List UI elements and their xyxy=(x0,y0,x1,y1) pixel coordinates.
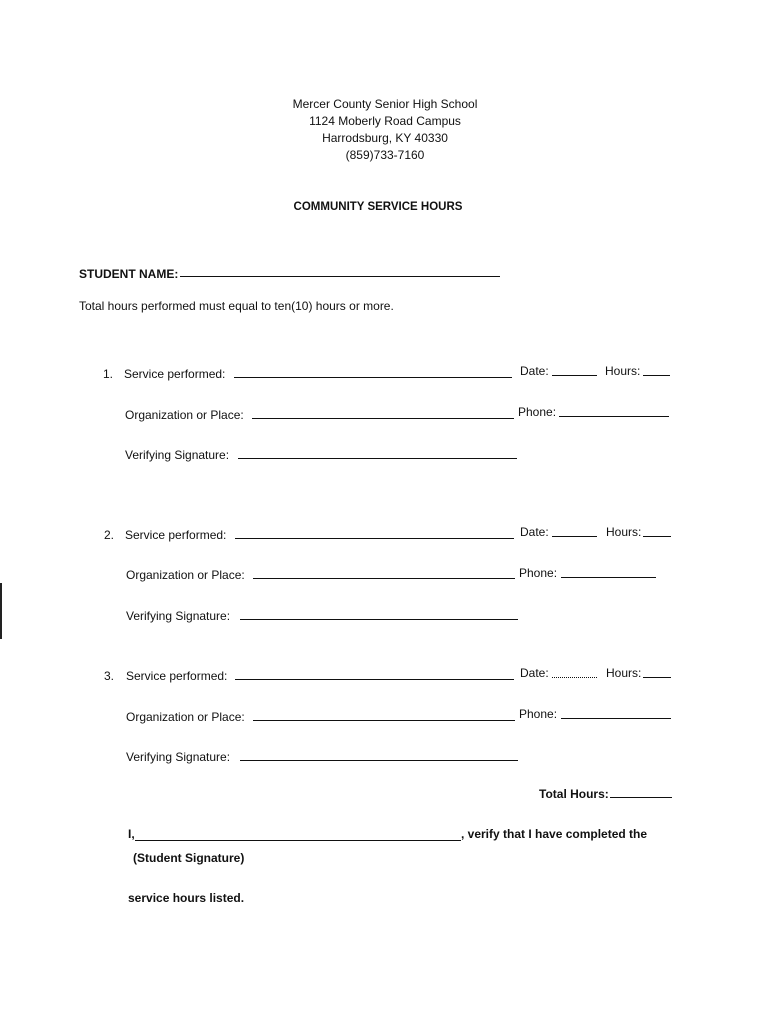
date-label: Date: xyxy=(520,525,549,539)
organization-field[interactable] xyxy=(252,418,514,419)
service-performed-field[interactable] xyxy=(234,377,512,378)
verification-closing: service hours listed. xyxy=(128,891,245,905)
student-name-label: STUDENT NAME: xyxy=(79,267,179,281)
hours-field[interactable] xyxy=(643,375,670,376)
phone-field[interactable] xyxy=(559,416,669,417)
organization-field[interactable] xyxy=(253,578,515,579)
instructions-text: Total hours performed must equal to ten(10) hours or more. xyxy=(79,299,394,313)
hours-label: Hours: xyxy=(606,666,642,680)
hours-label: Hours: xyxy=(605,364,641,378)
organization-field[interactable] xyxy=(253,720,515,721)
student-name-field[interactable] xyxy=(180,276,500,277)
scan-edge-mark xyxy=(0,583,2,639)
entry-number: 3. xyxy=(104,669,115,683)
verifying-signature-field[interactable] xyxy=(240,760,518,761)
organization-label: Organization or Place: xyxy=(126,568,245,582)
verifying-signature-field[interactable] xyxy=(240,619,518,620)
date-field[interactable] xyxy=(552,677,597,678)
date-field[interactable] xyxy=(552,375,597,376)
verifying-signature-field[interactable] xyxy=(238,458,517,459)
hours-field[interactable] xyxy=(643,536,671,537)
entry-number: 1. xyxy=(103,367,114,381)
school-header xyxy=(0,96,770,164)
phone-label: Phone: xyxy=(519,566,558,580)
hours-label: Hours: xyxy=(606,525,642,539)
phone-label: Phone: xyxy=(519,707,558,721)
organization-label: Organization or Place: xyxy=(125,408,244,422)
phone-field[interactable] xyxy=(561,718,671,719)
form-title: COMMUNITY SERVICE HOURS xyxy=(293,201,463,213)
student-signature-caption: (Student Signature) xyxy=(133,851,245,865)
service-performed-label: Service performed: xyxy=(124,367,226,381)
verifying-signature-label: Verifying Signature: xyxy=(125,448,230,462)
hours-field[interactable] xyxy=(643,677,671,678)
student-signature-field[interactable] xyxy=(135,840,461,841)
verifying-signature-label: Verifying Signature: xyxy=(126,609,231,623)
date-label: Date: xyxy=(520,364,549,378)
organization-label: Organization or Place: xyxy=(126,710,245,724)
school-phone: (859)733-7160 xyxy=(345,148,425,162)
verification-suffix: , verify that I have completed the xyxy=(461,827,648,841)
verifying-signature-label: Verifying Signature: xyxy=(126,750,231,764)
verification-prefix: I, xyxy=(128,827,135,841)
phone-label: Phone: xyxy=(518,405,557,419)
service-performed-field[interactable] xyxy=(235,538,514,539)
total-hours-field[interactable] xyxy=(610,797,672,798)
service-performed-label: Service performed: xyxy=(125,528,227,542)
service-performed-label: Service performed: xyxy=(126,669,228,683)
date-label: Date: xyxy=(520,666,549,680)
service-performed-field[interactable] xyxy=(235,679,514,680)
school-address: 1124 Moberly Road Campus xyxy=(309,114,461,128)
entry-number: 2. xyxy=(104,528,115,542)
total-hours-label: Total Hours: xyxy=(539,787,609,801)
phone-field[interactable] xyxy=(561,577,656,578)
date-field[interactable] xyxy=(552,536,597,537)
school-name: Mercer County Senior High School xyxy=(292,97,478,111)
school-city: Harrodsburg, KY 40330 xyxy=(322,131,448,145)
